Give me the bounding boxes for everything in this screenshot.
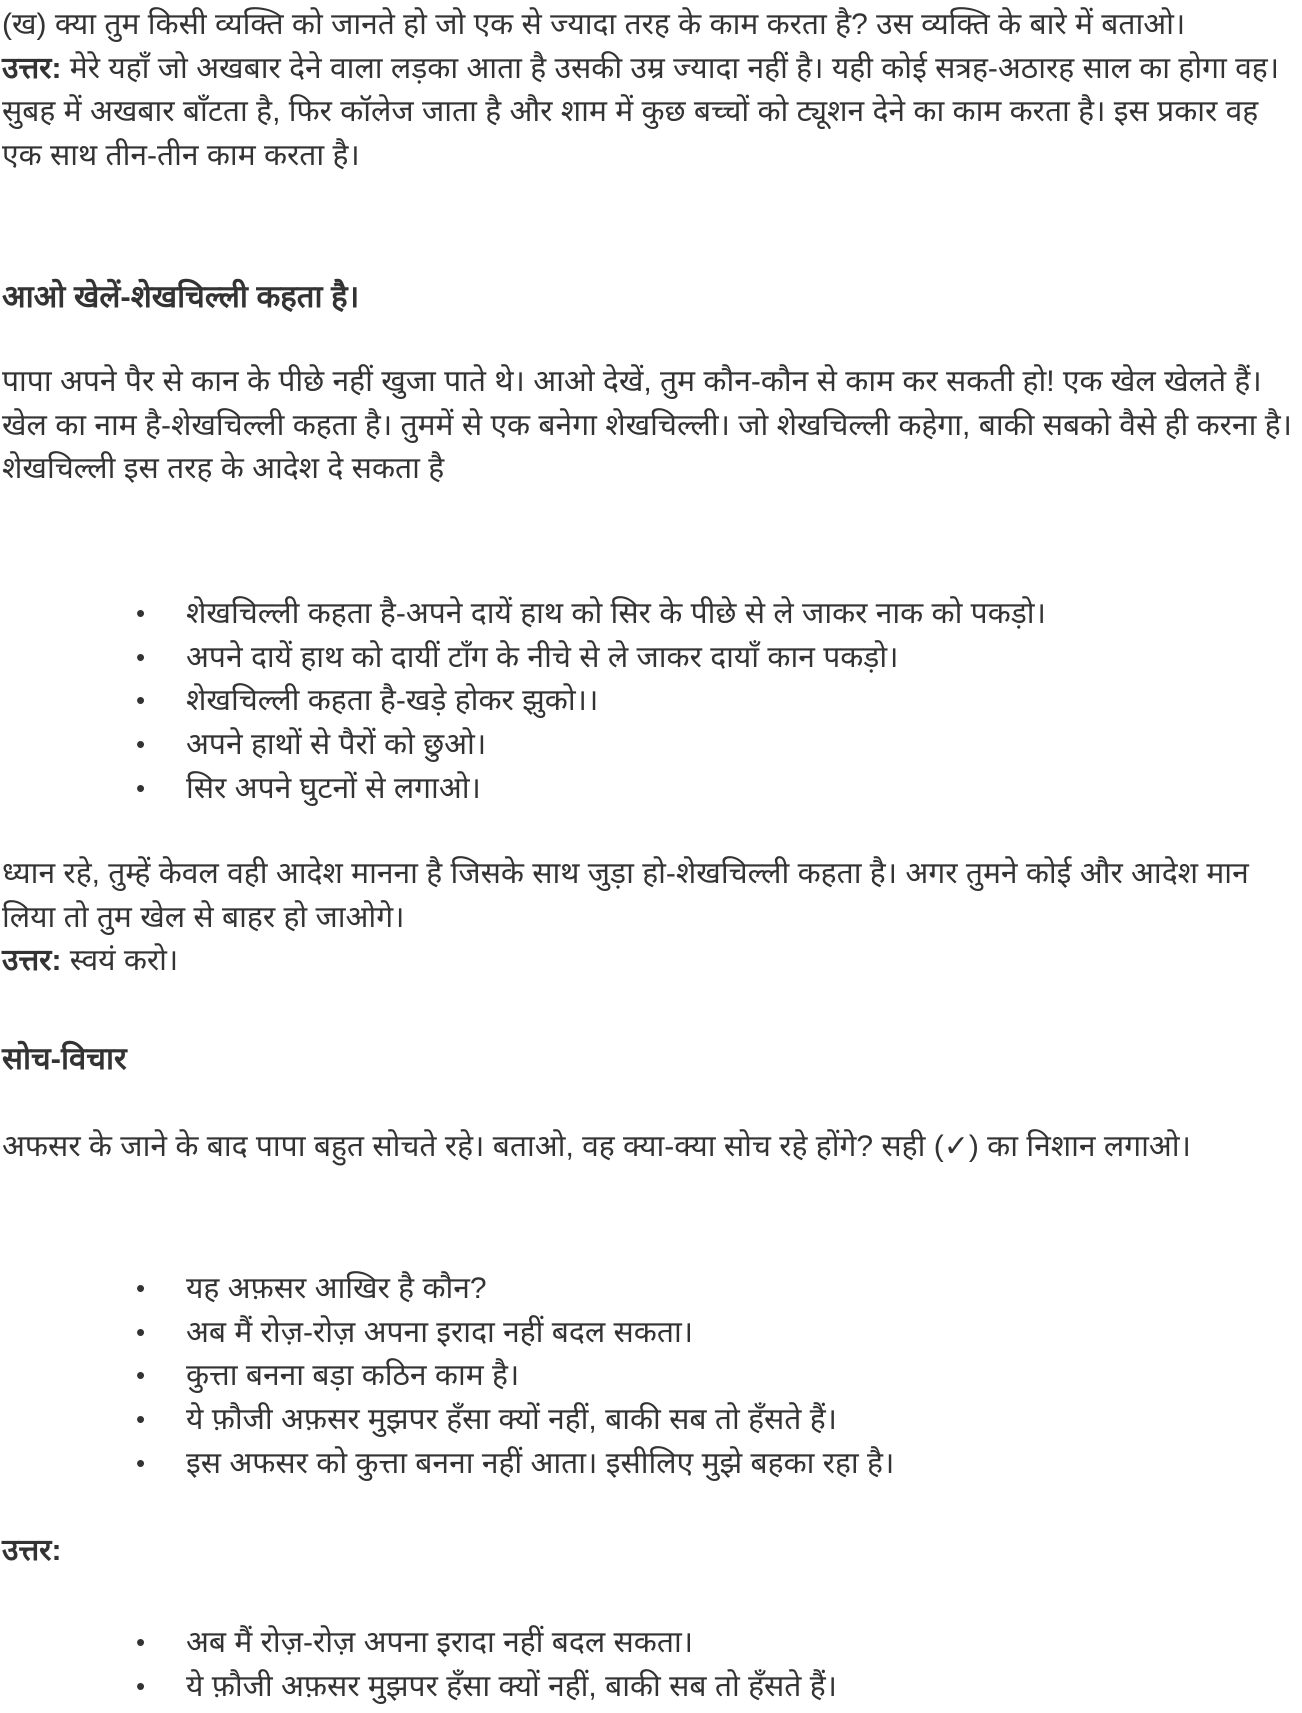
bullet-icon: • xyxy=(136,1670,146,1701)
list-item-text: यह अफ़सर आखिर है कौन? xyxy=(186,1272,487,1305)
section-heading-game: आओ खेलें-शेखचिल्ली कहता है। xyxy=(2,279,360,314)
bullet-icon: • xyxy=(136,685,146,716)
list-item xyxy=(2,1442,1294,1486)
list-item xyxy=(2,1621,1294,1665)
section-heading-soch-vichar: सोच-विचार xyxy=(2,1041,127,1076)
list-item-text: सिर अपने घुटनों से लगाओ। xyxy=(186,771,481,805)
soch-options-list xyxy=(2,1267,1294,1486)
list-item xyxy=(2,679,1294,723)
game-note-text: ध्यान रहे, तुम्हें केवल वही आदेश मानना है जिसके साथ जुड़ा हो-शेखचिल्ली कहता है। अगर तुमने कोई और आदेश मान लिया तो तुम खेल से बाहर हो जाओगे। xyxy=(2,857,1249,934)
list-item xyxy=(2,1398,1294,1442)
answer-label: उत्तर: xyxy=(2,1534,62,1567)
answer-text: मेरे यहाँ जो अखबार देने वाला लड़का आता है उसकी उम्र ज्यादा नहीं है। यही कोई सत्रह-अठारह साल का होगा वह। सुबह में अखबार बाँटता है, फिर कॉलेज जाता है और शाम में कुछ बच्चों को ट्यूशन देने का काम करता है। इस प्रकार वह एक साथ तीन-तीन काम करता है। xyxy=(2,51,1280,173)
answer-label: उत्तर: xyxy=(2,51,62,85)
list-item xyxy=(2,636,1294,680)
game-note xyxy=(2,852,1294,983)
answer-label: उत्तर: xyxy=(2,944,62,978)
list-item-text: शेखचिल्ली कहता है-अपने दायें हाथ को सिर के पीछे से ले जाकर नाक को पकड़ो। xyxy=(186,597,1046,630)
list-item-text: अपने दायें हाथ को दायीं टाँग के नीचे से ले जाकर दायाँ कान पकड़ो। xyxy=(186,640,899,674)
list-item xyxy=(2,1311,1294,1355)
bullet-icon: • xyxy=(136,1360,146,1391)
soch-intro: अफसर के जाने के बाद पापा बहुत सोचते रहे। बताओ, वह क्या-क्या सोच रहे होंगे? सही (✓) का निशान लगाओ। xyxy=(2,1130,1191,1163)
list-item-text: अपने हाथों से पैरों को छुओ। xyxy=(186,728,487,762)
bullet-icon: • xyxy=(136,1627,146,1657)
bullet-icon: • xyxy=(136,1273,146,1303)
list-item-text: अब मैं रोज़-रोज़ अपना इरादा नहीं बदल सकता। xyxy=(186,1315,694,1349)
list-item xyxy=(2,1665,1294,1709)
list-item-text: ये फ़ौजी अफ़सर मुझपर हँसा क्यों नहीं, बाकी सब तो हँसते हैं। xyxy=(186,1669,838,1703)
answer-text: स्वयं करो। xyxy=(61,944,179,978)
list-item-text: ये फ़ौजी अफ़सर मुझपर हँसा क्यों नहीं, बाकी सब तो हँसते हैं। xyxy=(186,1403,838,1437)
list-item-text: अब मैं रोज़-रोज़ अपना इरादा नहीं बदल सकता। xyxy=(186,1626,694,1659)
list-item-text: इस अफसर को कुत्ता बनना नहीं आता। इसीलिए मुझे बहका रहा है। xyxy=(186,1446,895,1480)
list-item xyxy=(2,767,1294,811)
bullet-icon: • xyxy=(136,1404,146,1435)
bullet-icon: • xyxy=(136,641,146,672)
list-item xyxy=(2,592,1294,636)
game-intro-text: पापा अपने पैर से कान के पीछे नहीं खुजा पाते थे। आओ देखें, तुम कौन-कौन से काम कर सकती हो! एक खेल खेलते हैं। खेल का नाम है-शेखचिल्ली कहता है। तुममें से एक बनेगा शेखचिल्ली। जो शेखचिल्ली कहेगा, बाकी सबको वैसे ही करना है। xyxy=(2,365,1292,442)
list-item xyxy=(2,1354,1294,1398)
bullet-icon: • xyxy=(136,729,146,760)
bullet-icon: • xyxy=(136,598,146,628)
list-item-text: कुत्ता बनना बड़ा कठिन काम है। xyxy=(186,1359,520,1393)
list-item-text: शेखचिल्ली कहता है-खड़े होकर झुको।। xyxy=(186,684,599,718)
question-text: (ख) क्या तुम किसी व्यक्ति को जानते हो जो एक से ज्यादा तरह के काम करता है? उस व्यक्ति के बारे में बताओ। xyxy=(2,8,1186,41)
bullet-icon: • xyxy=(136,1316,146,1347)
bullet-icon: • xyxy=(136,1447,146,1478)
list-item xyxy=(2,1267,1294,1311)
question-kha xyxy=(2,3,1294,178)
list-item xyxy=(2,723,1294,767)
game-intro2-text: शेखचिल्ली इस तरह के आदेश दे सकता है xyxy=(2,452,445,486)
game-intro xyxy=(2,360,1294,491)
game-command-list xyxy=(2,592,1294,811)
soch-answer-list xyxy=(2,1621,1294,1708)
bullet-icon: • xyxy=(136,772,146,803)
